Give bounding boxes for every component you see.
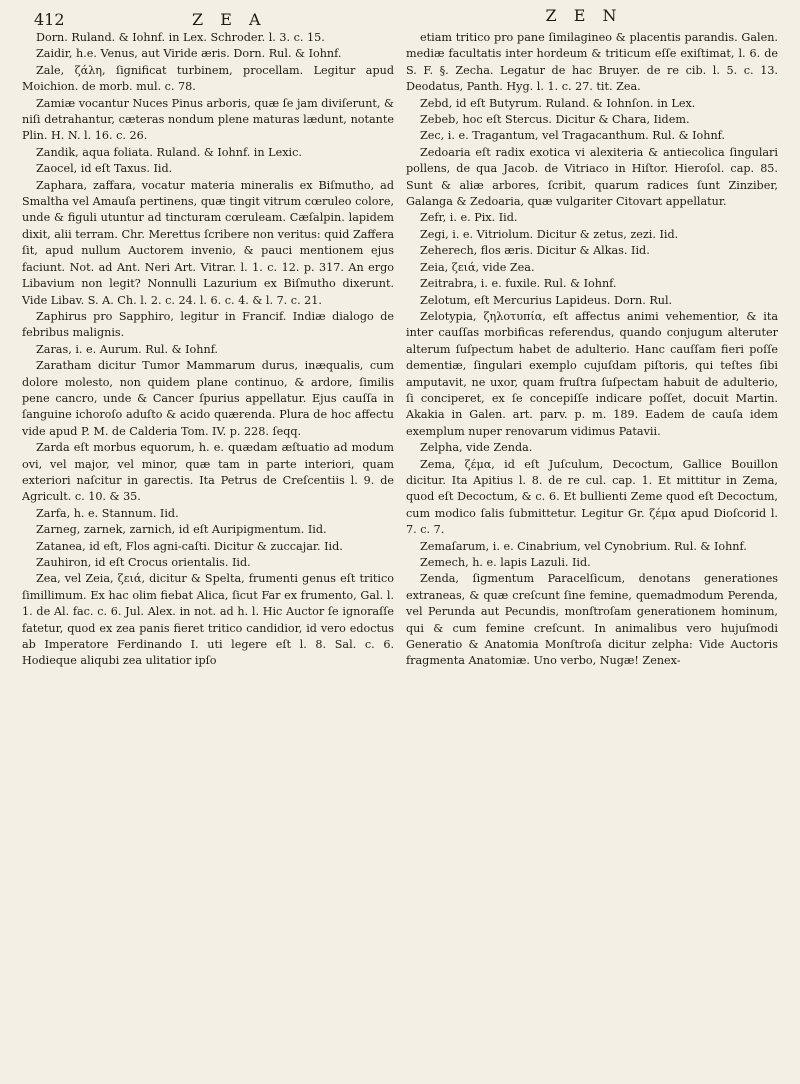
page-number: 412 (34, 10, 65, 29)
dictionary-entry: Zea, vel Zeia, ζειά, dicitur & Spelta, frumenti genus eſt tritico ſimillimum. Ex hac olim fiebat Alica, ſicut Far ex frumento, Gal. l. 1. de Al. fac. c. 6. Jul. Alex. in not. ad h. l. Hic Auctor ſe ignoraſſe fatetur, quod ex zea panis fieret tritico candidior, id vero edoctus ab Imperatore Ferdinando I. uti legere eſt l. 8. Sal. c. 6. Hodieque aliqubi zea ulitatior ipſo (22, 572, 394, 668)
dictionary-entry: Zaphara, zaffara, vocatur materia mineralis ex Biſmutho, ad Smaltha vel Amauſa pertinens, quæ tingit vitrum cœruleo colore, unde & figuli utuntur ad tincturam cœruleam. Cæſalpin. lapidem dixit, alii terram. Chr. Merettus ſcribere non veritus: quid Zaffera ſit, apud nullum Auctorem invenio, & pauci mentionem ejus faciunt. Not. ad Ant. Neri Art. Vitrar. l. 1. c. 12. p. 317. An ergo Libavium non legit? Nonnulli Lazurium ex Biſmutho dixerunt. Vide Libav. S. A. Ch. l. 2. c. 24. l. 6. c. 4. & l. 7. c. 21. (22, 178, 394, 307)
dictionary-entry: Zauhiron, id eſt Crocus orientalis. Iid. (36, 556, 251, 569)
dictionary-entry: Zefr, i. e. Pix. Iid. (420, 211, 518, 225)
dictionary-entry: Zeherech, flos æris. Dicitur & Alkas. Iid. (420, 244, 650, 258)
dictionary-entry: Zandik, aqua foliata. Ruland. & Iohnf. in Lexic. (36, 145, 302, 159)
dictionary-entry: Zamiæ vocantur Nuces Pinus arboris, quæ ſe jam diviſerunt, & niſi detrahantur, cæteras nondum plene maturas lædunt, notante Plin. H. N. l. 16. c. 26. (22, 96, 394, 143)
dictionary-entry: Zenda, ſigmentum Paracelſicum, denotans generationes extraneas, & quæ creſcunt ſine femine, quemadmodum Perenda, vel Perunda aut Pecundis, monſtroſam generationem hominum, qui & cum femine creſcunt. In animalibus vero hujuſmodi Generatio & Anatomia Monſtroſa dicitur zelpha: Vide Auctoris fragmenta Anatomiæ. Uno verbo, Nugæ! Zenex- (406, 572, 778, 668)
dictionary-entry: Zelotum, eſt Mercurius Lapideus. Dorn. Rul. (420, 293, 673, 307)
dictionary-entry: Zarda eſt morbus equorum, h. e. quædam æſtuatio ad modum ovi, vel major, vel minor, quæ tam in parte interiori, quam exteriori naſcitur in garectis. Ita Petrus de Creſcentiis l. 9. de Agricult. c. 10. & 35. (22, 441, 394, 504)
right-column (406, 30, 778, 670)
running-header (22, 6, 778, 30)
dictionary-entry: Zatanea, id eſt, Flos agni-caſti. Dicitur & zuccajar. Iid. (36, 539, 343, 553)
two-column-body (22, 30, 778, 670)
dictionary-entry: etiam tritico pro pane ſimilagineo & placentis parandis. Galen. mediæ facultatis inter hordeum & triticum eſſe exiſtimat, l. 6. de S. F. §. Zecha. Legatur de hac Bruyer. de re cib. l. 5. c. 13. Deodatus, Panth. Hyg. l. 1. c. 27. tit. Zea. (406, 31, 778, 94)
dictionary-entry: Zeia, ζειά, vide Zea. (420, 260, 535, 274)
dictionary-entry: Zedoaria eſt radix exotica vi alexiteria & antiecolica ſingulari pollens, de qua Jacob. de Vitriaco in Hiſtor. Hieroſol. cap. 85. Sunt & aliæ arbores, ſcribit, quarum radices ſunt Zinziber, Galanga & Zedoaria, quæ vulgariter Citovart appellatur. (406, 145, 778, 209)
dictionary-entry: Zelotypia, ζηλοτυπία, eſt affectus animi vehementior, & ita inter cauſſas morbificas referendus, quando conjugum alteruter alterum ſuſpectum habet de adulterio. Hanc cauſſam fieri poſſe dementiæ, ſingulari exemplo cujuſdam piſtoris, qui teſtes ſibi amputavit, ne uxor, quam fruſtra ſuſpectam habuit de adulterio, ſi conciperet, ex ſe concepiſſe indicare poſſet, docuit Martin. Akakia in Galen. art. parv. p. m. 189. Eadem de cauſa idem exemplum nuper renovarum vidimus Patavii. (406, 309, 778, 438)
left-header (22, 10, 394, 29)
dictionary-entry: Dorn. Ruland. & Iohnf. in Lex. Schroder. l. 3. c. 15. (36, 31, 325, 44)
dictionary-entry: Zale, ζάλη, ſignificat turbinem, procellam. Legitur apud Moichion. de morb. mul. c. 78. (22, 63, 394, 94)
dictionary-entry: Zarneg, zarnek, zarnich, id eſt Auripigmentum. Iid. (36, 523, 327, 537)
right-running-title: Z E N (545, 6, 623, 25)
dictionary-entry: Zegi, i. e. Vitriolum. Dicitur & zetus, zezi. Iid. (420, 227, 679, 241)
dictionary-entry: Zaocel, id eſt Taxus. Iid. (36, 162, 173, 176)
dictionary-entry: Zaidir, h.e. Venus, aut Viride æris. Dorn. Rul. & Iohnf. (36, 47, 342, 61)
left-column (22, 30, 394, 670)
dictionary-entry: Zebd, id eſt Butyrum. Ruland. & Iohnſon. in Lex. (420, 96, 696, 110)
dictionary-entry: Zemech, h. e. lapis Lazuli. Iid. (420, 556, 591, 569)
dictionary-entry: Zelpha, vide Zenda. (420, 441, 533, 455)
dictionary-entry: Zeitrabra, i. e. fuxile. Rul. & Iohnf. (420, 277, 617, 291)
dictionary-entry: Zema, ζέμα, id eſt Juſculum, Decoctum, Gallice Bouillon dicitur. Ita Apitius l. 8. de re cul. cap. 1. Et mittitur in Zema, quod eſt Decoctum, & c. 6. Et bullienti Zeme quod eſt Decoctum, cum modico ſalis ſubmittetur. Legitur Gr. ζέμα apud Dioſcorid l. 7. c. 7. (406, 457, 778, 537)
right-header (394, 6, 778, 25)
dictionary-entry: Zaras, i. e. Aurum. Rul. & Iohnf. (36, 342, 218, 356)
dictionary-entry: Zebeb, hoc eſt Stercus. Dicitur & Chara, Iidem. (420, 113, 690, 127)
dictionary-entry: Zemaſarum, i. e. Cinabrium, vel Cynobrium. Rul. & Iohnf. (420, 539, 747, 553)
dictionary-entry: Zaratham dicitur Tumor Mammarum durus, inæqualis, cum dolore molesto, non quidem plane continuo, & ardore, ſimilis pene cancro, unde & Cancer ſpurius appellatur. Ejus cauſſa in ſanguine ichoroſo aduſto & acido quærenda. Plura de hoc affectu vide apud P. M. de Calderia Tom. IV. p. 228. ſeqq. (22, 359, 394, 438)
dictionary-entry: Zarfa, h. e. Stannum. Iid. (36, 506, 179, 520)
dictionary-entry: Zaphirus pro Sapphiro, legitur in Francif. Indiæ dialogo de febribus malignis. (22, 309, 394, 340)
left-running-title: Z E A (192, 10, 267, 29)
dictionary-entry: Zec, i. e. Tragantum, vel Tragacanthum. Rul. & Iohnf. (420, 129, 725, 143)
